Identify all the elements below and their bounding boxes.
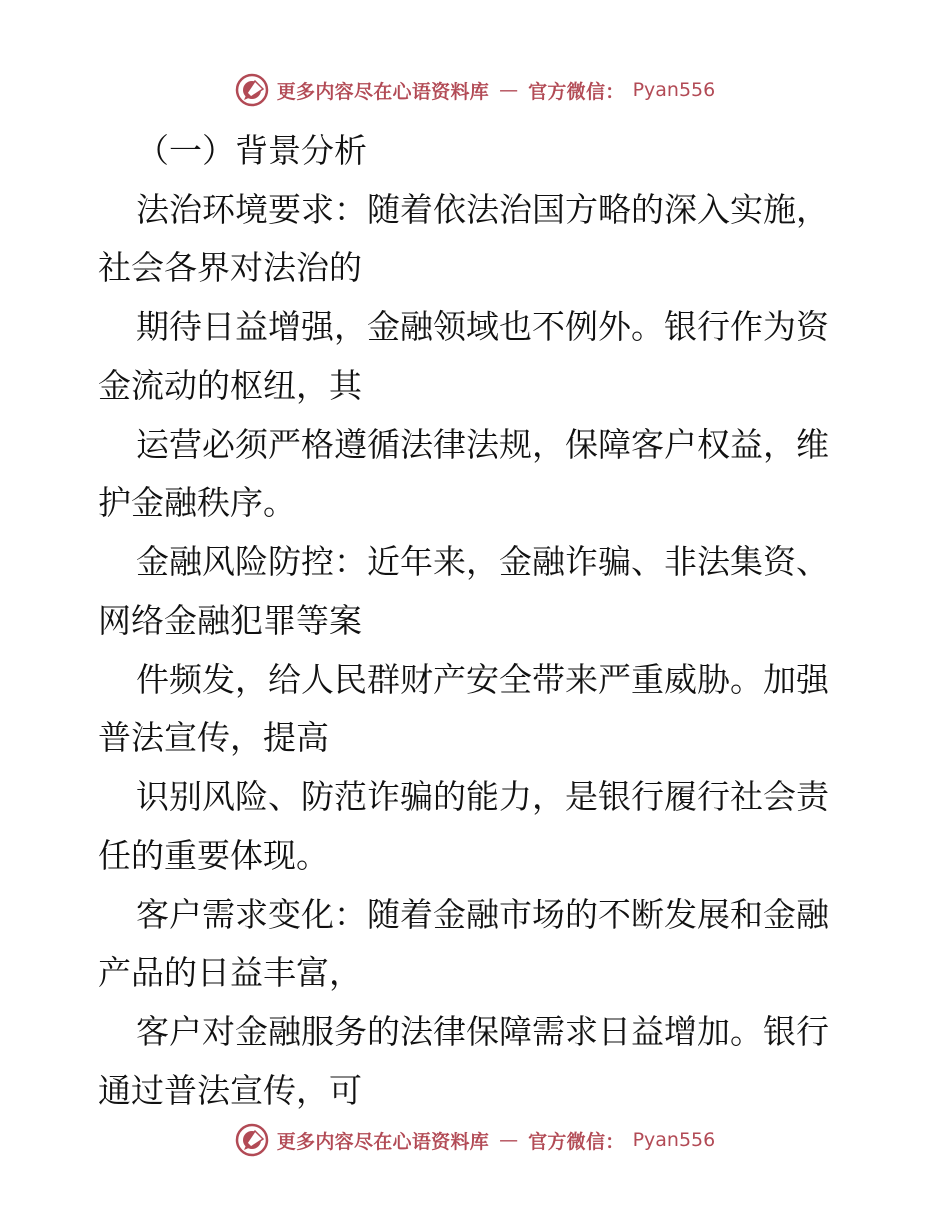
paragraph-line: 客户对金融服务的法律保障需求日益增加。银行 bbox=[136, 1012, 829, 1052]
paragraph-line: 通过普法宣传，可 bbox=[98, 1070, 362, 1110]
watermark-text: 更多内容尽在心语资料库 bbox=[276, 1130, 490, 1153]
pen-logo-icon bbox=[235, 73, 269, 107]
paragraph-line: 社会各界对法治的 bbox=[98, 248, 362, 288]
watermark-official-label: 官方微信： bbox=[528, 80, 625, 103]
pen-logo-icon bbox=[235, 1123, 269, 1157]
paragraph-line: 产品的日益丰富， bbox=[98, 953, 362, 993]
watermark-separator: — bbox=[499, 79, 519, 101]
section-heading bbox=[98, 122, 853, 181]
paragraph-line: 法治环境要求：随着依法治国方略的深入实施， bbox=[136, 189, 829, 229]
paragraph-responsibility bbox=[98, 768, 853, 885]
watermark-wechat-id: Pyan556 bbox=[632, 79, 716, 101]
watermark-wechat-id: Pyan556 bbox=[632, 1129, 716, 1151]
paragraph-line: 护金融秩序。 bbox=[98, 483, 296, 523]
watermark-official-label: 官方微信： bbox=[528, 1130, 625, 1153]
paragraph-legal-protection bbox=[98, 1003, 853, 1120]
heading-text: （一）背景分析 bbox=[136, 131, 367, 170]
paragraph-line: 金流动的枢纽，其 bbox=[98, 365, 362, 405]
paragraph-line: 客户需求变化：随着金融市场的不断发展和金融 bbox=[136, 894, 829, 934]
paragraph-cases bbox=[98, 651, 853, 768]
paragraph-line: 件频发，给人民群财产安全带来严重威胁。加强 bbox=[136, 659, 829, 699]
paragraph-line: 运营必须严格遵循法律法规，保障客户权益，维 bbox=[136, 424, 829, 464]
paragraph-line: 识别风险、防范诈骗的能力，是银行履行社会责 bbox=[136, 777, 829, 817]
paragraph-line: 普法宣传，提高 bbox=[98, 718, 329, 758]
paragraph-expectation bbox=[98, 298, 853, 415]
paragraph-operations bbox=[98, 416, 853, 533]
watermark-text: 更多内容尽在心语资料库 bbox=[276, 80, 490, 103]
paragraph-risk-control bbox=[98, 533, 853, 650]
paragraph-rule-of-law bbox=[98, 181, 853, 298]
watermark-separator: — bbox=[499, 1129, 519, 1151]
paragraph-line: 网络金融犯罪等案 bbox=[98, 600, 362, 640]
paragraph-customer-needs bbox=[98, 886, 853, 1003]
paragraph-line: 期待日益增强，金融领域也不例外。银行作为资 bbox=[136, 307, 829, 347]
paragraph-line: 金融风险防控：近年来，金融诈骗、非法集资、 bbox=[136, 542, 829, 582]
watermark-banner-top bbox=[0, 70, 950, 110]
paragraph-line: 任的重要体现。 bbox=[98, 835, 329, 875]
watermark-banner-bottom bbox=[0, 1120, 950, 1160]
document-body bbox=[98, 122, 853, 1120]
